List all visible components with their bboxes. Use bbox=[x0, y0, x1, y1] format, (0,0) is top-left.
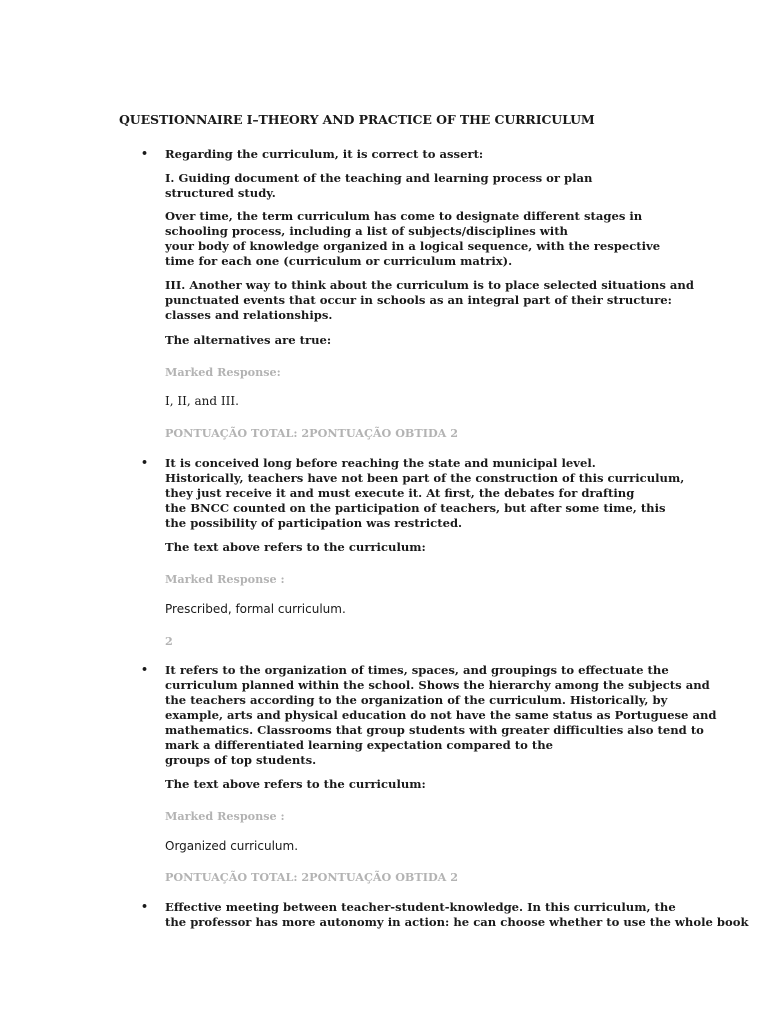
q3-score: PONTUAÇÃO TOTAL: 2PONTUAÇÃO OBTIDA 2 bbox=[165, 870, 459, 884]
q2-stem: It is conceived long before reaching the state and municipal level. Historically, teachers have not been part of the construction of this curriculum, they just receive it and must execute it. At first, the debates for drafting the BNCC counted on the participation of teachers, but after some time, this the possibility of participation was restricted. bbox=[165, 456, 685, 530]
q1-stem: Regarding the curriculum, it is correct to assert: bbox=[165, 147, 484, 161]
q1-marked-label: Marked Response: bbox=[165, 365, 281, 379]
q3-prompt: The text above refers to the curriculum: bbox=[165, 777, 426, 791]
q1-score: PONTUAÇÃO TOTAL: 2PONTUAÇÃO OBTIDA 2 bbox=[165, 426, 459, 440]
q1-item-1: I. Guiding document of the teaching and learning process or plan structured study. bbox=[165, 171, 593, 200]
bullet-q4: • bbox=[141, 900, 149, 913]
bullet-q1: • bbox=[141, 147, 149, 160]
q1-prompt: The alternatives are true: bbox=[165, 333, 332, 347]
q1-item-3: III. Another way to think about the curriculum is to place selected situations and punctuated events that occur in schools as an integral part of their structure: classes and relationships. bbox=[165, 278, 694, 322]
bullet-q3: • bbox=[141, 663, 149, 676]
q2-answer: Prescribed, formal curriculum. bbox=[165, 602, 346, 616]
q1-item-2: Over time, the term curriculum has come to designate different stages in schooling process, including a list of subjects/disciplines with your body of knowledge organized in a logical sequence, with the respective time for each one (curriculum or curriculum matrix). bbox=[165, 209, 661, 268]
q4-stem: Effective meeting between teacher-student-knowledge. In this curriculum, the the professor has more autonomy in action: he can choose whether to use the whole book bbox=[165, 900, 749, 929]
q2-score: 2 bbox=[165, 634, 173, 648]
q2-marked-label: Marked Response : bbox=[165, 572, 285, 586]
q3-stem: It refers to the organization of times, spaces, and groupings to effectuate the curriculum planned within the school. Shows the hierarchy among the subjects and the teachers according to the organization of the curriculum. Historically, by example, arts and physical education do not have the same status as Portuguese and mathematics. Classrooms that group students with greater difficulties also tend to mark a differentiated learning expectation compared to the groups of top students. bbox=[165, 663, 717, 767]
q1-answer: I, II, and III. bbox=[165, 394, 239, 408]
bullet-q2: • bbox=[141, 456, 149, 469]
document-title: QUESTIONNAIRE I–THEORY AND PRACTICE OF THE CURRICULUM bbox=[119, 112, 595, 127]
q3-marked-label: Marked Response : bbox=[165, 809, 285, 823]
q3-answer: Organized curriculum. bbox=[165, 839, 299, 853]
q2-prompt: The text above refers to the curriculum: bbox=[165, 540, 426, 554]
